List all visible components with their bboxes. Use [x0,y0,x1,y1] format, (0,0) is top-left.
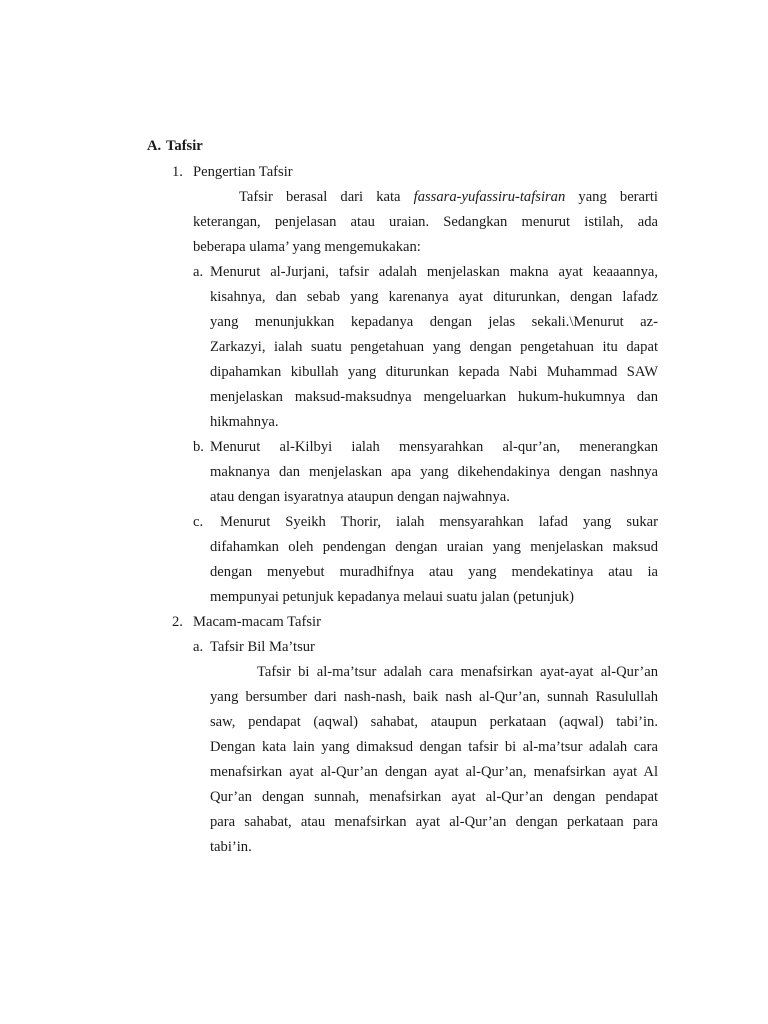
item-a-line: kisahnya, dan sebab yang karenanya ayat diturunkan, dengan lafadz [210,289,658,305]
item-a-line: menjelaskan maksud-maksudnya mengeluarkan hukum-hukumnya dan [210,389,658,405]
sub2-item-a-line: yang bersumber dari nash-nash, baik nash al-Qur’an, sunnah Rasulullah [210,689,658,705]
sub2-item-a-line: saw, pendapat (aqwal) sahabat, ataupun perkataan (aqwal) tabi’in. [210,714,658,730]
sub2-item-a-line: Qur’an dengan sunnah, menafsirkan ayat al-Qur’an dengan pendapat [210,789,658,805]
subsection-2-marker: 2. [172,614,183,630]
section-title: Tafsir [166,138,203,154]
item-a-line: Zarkazyi, ialah suatu pengetahuan yang dengan pengetahuan itu dapat [210,339,658,355]
sub2-item-a-line: para sahabat, atau menafsirkan ayat al-Qur’an dengan perkataan para [210,814,658,830]
sub2-item-a-title: Tafsir Bil Ma’tsur [210,639,315,655]
item-c-line: difahamkan oleh pendengan dengan uraian yang menjelaskan maksud [210,539,658,555]
item-b-line: Menurut al-Kilbyi ialah mensyarahkan al-qur’an, menerangkan [210,439,658,455]
intro-term-italic: fassara-yufassiru-tafsiran [413,189,566,205]
item-c-line: dengan menyebut muradhifnya atau yang mendekatinya atau ia [210,564,658,580]
sub2-item-a-line: menafsirkan ayat al-Qur’an dengan ayat al-Qur’an, menafsirkan ayat Al [210,764,658,780]
item-a-line: Menurut al-Jurjani, tafsir adalah menjelaskan makna ayat keaaannya, [210,264,658,280]
item-a-line: yang menunjukkan kepadanya dengan jelas sekali.\Menurut az- [210,314,658,330]
item-a-line: dipahamkan kibullah yang diturunkan kepada Nabi Muhammad SAW [210,364,658,380]
section-marker: A. [147,138,162,154]
subsection-1-title: Pengertian Tafsir [193,164,293,180]
intro-text-after: yang berarti [578,189,658,205]
item-b-line: maknanya dan menjelaskan apa yang dikehendakinya dengan nashnya [210,464,658,480]
item-b-line: atau dengan isyaratnya ataupun dengan najwahnya. [210,489,510,505]
item-b-marker: b. [193,439,204,455]
sub2-item-a-line: tabi’in. [210,839,252,855]
subsection-1-marker: 1. [172,164,183,180]
item-c-line: mempunyai petunjuk kepadanya melaui suatu jalan (petunjuk) [210,589,574,605]
intro-line-3: beberapa ulama’ yang mengemukakan: [193,239,421,255]
item-a-line: hikmahnya. [210,414,279,430]
item-c-marker: c. [193,514,204,530]
sub2-item-a-marker: a. [193,639,204,655]
intro-line-2: keterangan, penjelasan atau uraian. Sedangkan menurut istilah, ada [193,214,658,230]
intro-text-before: Tafsir berasal dari kata [239,189,401,205]
item-a-marker: a. [193,264,204,280]
intro-line-1 [239,187,658,207]
subsection-2-title: Macam-macam Tafsir [193,614,321,630]
sub2-item-a-line: Dengan kata lain yang dimaksud dengan tafsir bi al-ma’tsur adalah cara [210,739,658,755]
sub2-item-a-line: Tafsir bi al-ma’tsur adalah cara menafsirkan ayat-ayat al-Qur’an [257,664,658,680]
item-c-line: Menurut Syeikh Thorir, ialah mensyarahkan lafad yang sukar [220,514,658,530]
